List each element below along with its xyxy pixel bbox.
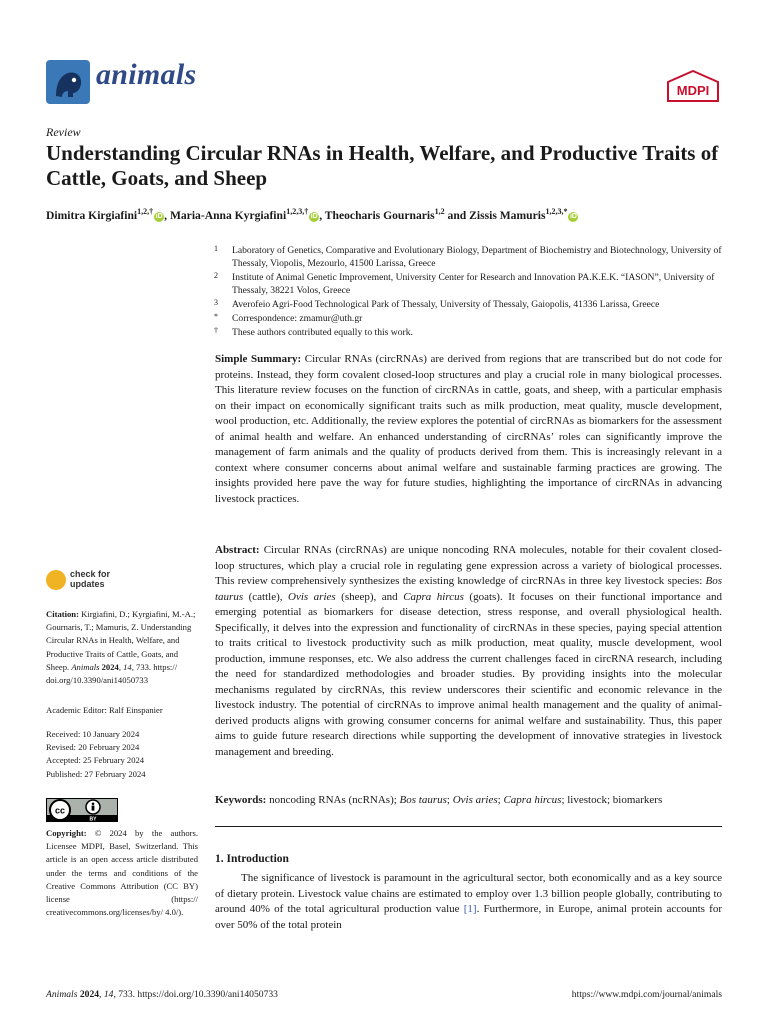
check-updates-icon	[46, 570, 66, 590]
reference-link[interactable]: [1]	[463, 903, 477, 915]
affiliation-text: Laboratory of Genetics, Comparative and Evolutionary Biology, Department of Biochemistry and Biotechnology, University of Thessaly, Viopolis, Mezourlo, 41500 Larissa, Greece	[232, 245, 722, 269]
citation-year: 2024	[99, 661, 119, 672]
svg-text:MDPI: MDPI	[676, 83, 710, 98]
affiliation-mark: 3	[214, 298, 218, 307]
keyword-text: ; livestock; biomarkers	[561, 794, 663, 806]
citation-journal: Animals	[71, 661, 100, 672]
section-divider	[215, 826, 722, 827]
svg-text:cc: cc	[54, 805, 66, 816]
publication-dates	[46, 728, 198, 781]
affiliation-mark: *	[214, 312, 218, 321]
orcid-icon[interactable]: iD	[310, 212, 318, 220]
journal-name: animals	[96, 58, 197, 91]
check-for-updates-badge[interactable]	[46, 570, 166, 592]
summary-text: Circular RNAs (circRNAs) are derived from regions that are transcribed but do not code for proteins. Instead, they form covalent closed-loop structures and play a crucial role in many biological processes. This literature review focuses on the function of circRNAs in cattle, goats, and sheep, with a particular emphasis on their impact on economically significant traits such as milk production, meat quality, muscle development, wool production, etc. Additionally, the review explores the potential of circRNAs as biomarkers for the assessment of animal health and welfare. An enhanced understanding of circRNAs’ roles can significantly improve the management of farm animals and the quality of products derived from them. This is increasingly relevant in a context where consumer concerns about animal welfare and sustainable farming practices are growing. The insights provided here pave the way for future studies, highlighting the importance of circRNAs in advancing livestock practices.	[215, 353, 723, 505]
check-updates-line: check for	[70, 569, 111, 579]
copyright-text: © 2024 by the authors. Licensee MDPI, Basel, Switzerland. This article is an open access article distributed under the terms and conditions of the Creative Commons Attribution (CC BY) license (https:// creativecommons.org/licenses/by/ 4.0/).	[46, 828, 198, 918]
keyword-text: ;	[497, 794, 504, 806]
abstract	[215, 543, 722, 760]
footer-doi[interactable]: , 733. https://doi.org/10.3390/ani14050733	[113, 989, 278, 1000]
author-affil-sup: 1,2,3,*	[545, 207, 568, 216]
affiliation-item	[214, 312, 724, 325]
keywords	[215, 793, 722, 809]
species-name: Ovis aries	[288, 590, 336, 603]
author-separator: ,	[164, 208, 170, 222]
author-name: Maria-Anna Kyrgiafini	[169, 208, 287, 222]
affiliation-mark: 2	[214, 271, 218, 280]
copyright-label: Copyright:	[46, 828, 87, 838]
abstract-text: Circular RNAs (circRNAs) are unique noncoding RNA molecules, notable for their covalent closed-loop structures, which play a crucial role in regulating gene expression across a variety of biological processes. This review comprehensively synthesizes the existing knowledge of circRNAs in three key livestock species:	[215, 544, 723, 587]
date-received: Received: 10 January 2024	[46, 729, 140, 739]
author-affil-sup: 1,2	[434, 207, 445, 216]
author-separator: and	[444, 208, 470, 222]
abstract-text: (cattle),	[243, 590, 289, 603]
affiliation-item	[214, 298, 724, 311]
abstract-text: (goats). It focuses on their functional importance and emerging potential as biomarkers for disease detection, stress response, and overall physiological health. Specifically, it delves into the expression and functionality of circRNAs in these species, paying special attention to traits critical to livestock productivity such as milk production, meat quality, muscle development, wool production, immune responses, etc. We also address the current challenges faced in circRNA research, including the need for standardized methodologies and broader studies. By providing insights into the molecular mechanisms regulated by circRNAs, this review underscores their scientific and economic relevance in the livestock industry. The potential of circRNAs to improve animal health management and the quality of animal-derived products aligns with growing consumer concerns for animal welfare and sustainability. Thus, this paper aims to guide future research directions while supporting the development of innovative strategies in livestock management and breeding.	[215, 590, 722, 758]
journal-logo-icon	[46, 60, 90, 104]
species-name: Bos taurus	[215, 575, 722, 603]
keyword-text: Bos taurus	[399, 794, 447, 806]
keyword-text: ;	[446, 794, 453, 806]
keyword-text: noncoding RNAs (ncRNAs);	[269, 794, 400, 806]
author-name: Theocharis Gournaris	[324, 208, 435, 222]
author-name: Zissis Mamuris	[469, 208, 546, 222]
date-published: Published: 27 February 2024	[46, 768, 146, 779]
keywords-label: Keywords:	[215, 794, 267, 806]
copyright-notice	[46, 827, 198, 919]
simple-summary	[215, 352, 722, 507]
cc-by-text: BY	[89, 816, 97, 822]
keyword-text: Ovis aries	[452, 794, 498, 806]
citation-block	[46, 608, 198, 687]
check-updates-line: updates	[70, 578, 105, 589]
orcid-icon[interactable]: iD	[155, 212, 163, 220]
affiliation-mark: 1	[214, 244, 218, 253]
footer-journal-url[interactable]: https://www.mdpi.com/journal/animals	[571, 989, 722, 1000]
citation-text: Kirgiafini, D.; Kyrgiafini, M.-A.; Gournaris, T.; Mamuris, Z. Understanding Circular RNAs in Health, Welfare, and Productive Traits of Cattle, Goats, and Sheep.	[46, 609, 196, 672]
article-type: Review	[46, 125, 81, 139]
paper-title: Understanding Circular RNAs in Health, Welfare, and Productive Traits of Cattle, Goats, and Sheep	[46, 141, 719, 190]
affiliation-mark: †	[214, 326, 218, 335]
abstract-text: (sheep), and	[335, 590, 404, 603]
author-list	[46, 204, 736, 224]
affiliation-text: Averofeio Agri-Food Technological Park of Thessaly, University of Thessaly, Gaiopolis, 41336 Larissa, Greece	[232, 299, 660, 310]
footer-citation	[46, 989, 278, 1000]
intro-text: The significance of livestock is paramount in the agricultural sector, both economically and as a key source of dietary protein. Livestock value chains are estimated to employ over 1.3 billion people globally, contributing to around 40% of the total agricultural production value	[215, 872, 722, 915]
footer-year: 2024	[77, 989, 100, 1000]
author-separator: ,	[319, 208, 325, 222]
abstract-label: Abstract:	[215, 544, 260, 556]
summary-label: Simple Summary:	[215, 353, 302, 365]
intro-text: . Furthermore, in Europe, animal protein accounts for over 50% of the total protein	[215, 903, 722, 931]
citation-volume: , 14	[118, 661, 132, 672]
academic-editor: Academic Editor: Ralf Einspanier	[46, 705, 163, 715]
affiliation-text: These authors contributed equally to this work.	[232, 327, 413, 338]
footer-journal: Animals	[46, 989, 78, 1000]
mdpi-logo-icon	[667, 70, 719, 102]
affiliation-item	[214, 244, 724, 270]
orcid-icon[interactable]: iD	[569, 212, 577, 220]
author-affil-sup: 1,2,3,†	[286, 207, 309, 216]
affiliation-text: Institute of Animal Genetic Improvement, University Center for Research and Innovation PA.K.E.K. “IASON”, University of Thessaly, 38221 Volos, Greece	[232, 272, 715, 296]
intro-paragraph	[215, 871, 722, 933]
footer-volume: , 14	[99, 989, 114, 1000]
affiliation-item	[214, 271, 724, 297]
affiliation-list	[214, 244, 724, 340]
citation-label: Citation:	[46, 609, 79, 619]
date-accepted: Accepted: 25 February 2024	[46, 755, 145, 766]
correspondence-email[interactable]: Correspondence: zmamur@uth.gr	[232, 313, 363, 324]
citation-doi[interactable]: , 733. https:// doi.org/10.3390/ani14050733	[46, 661, 178, 686]
author-affil-sup: 1,2,†	[137, 207, 154, 216]
keyword-text: Capra hircus	[503, 794, 562, 806]
affiliation-item	[214, 326, 724, 339]
cc-by-license-icon[interactable]	[46, 798, 118, 822]
date-revised: Revised: 20 February 2024	[46, 742, 140, 753]
species-name: Capra hircus	[403, 590, 464, 603]
check-updates-label	[70, 570, 110, 589]
author-name: Dimitra Kirgiafini	[46, 208, 138, 222]
section-heading: 1. Introduction	[215, 853, 289, 865]
